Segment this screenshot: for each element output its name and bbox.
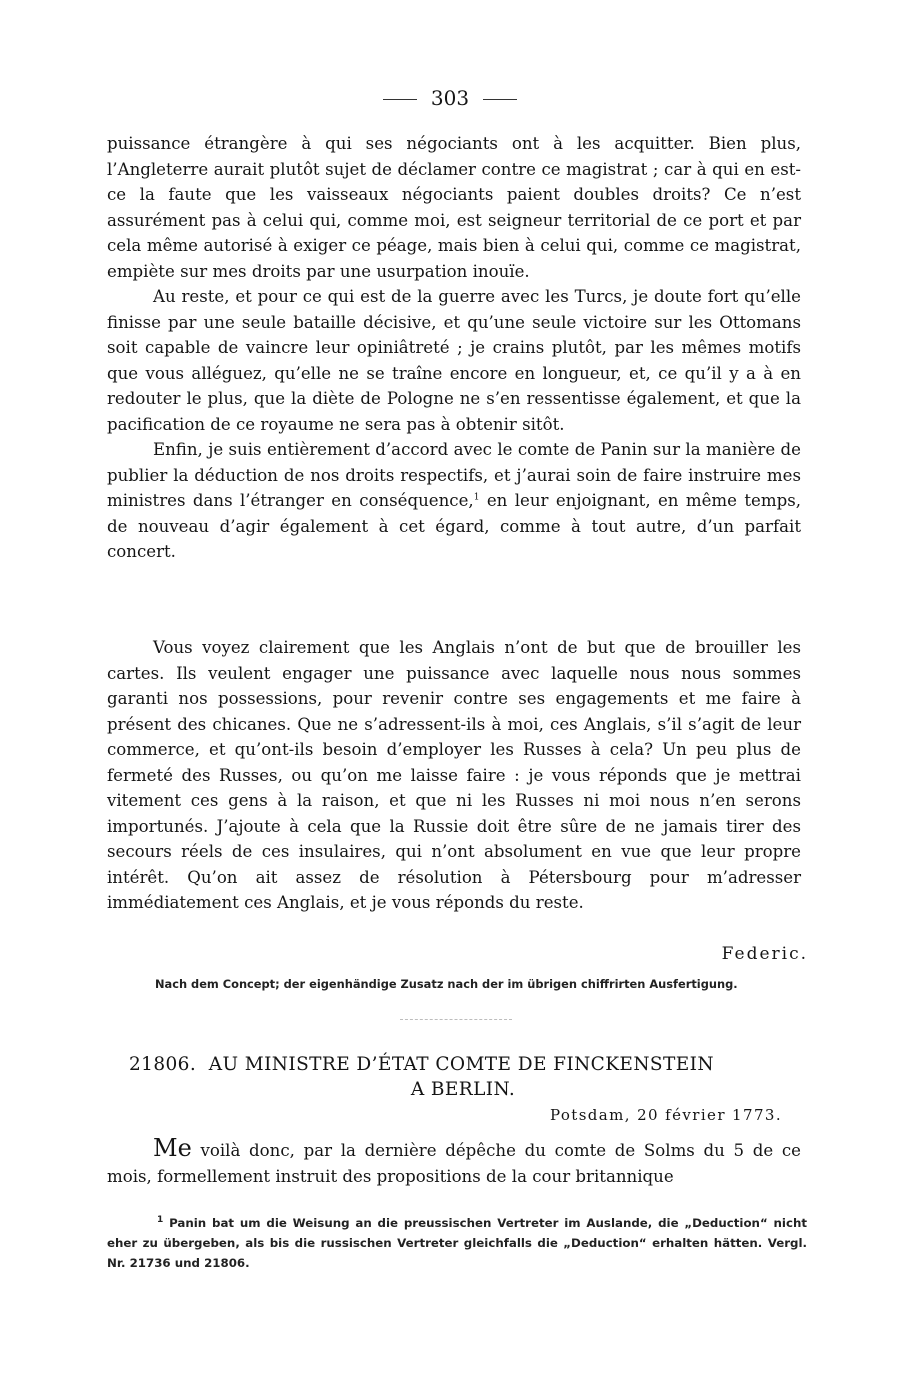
section-separator — [400, 1019, 512, 1020]
footnote — [107, 1213, 807, 1273]
next-letter-opening — [107, 1134, 801, 1189]
drop-cap: Me — [153, 1134, 192, 1162]
document-number: 21806. — [129, 1054, 197, 1075]
dateline: Potsdam, 20 février 1773. — [549, 1106, 782, 1124]
paragraph-3-text: Enfin, je suis entièrement d’accord avec le comte de Panin sur la manière de publier la déduction de nos droits respectifs, et j’aurai soin de faire instruire mes ministres dans l’étranger en conséquence, — [107, 440, 801, 510]
paragraph-2: Au reste, et pour ce qui est de la guerre avec les Turcs, je doute fort qu’elle finisse par une seule bataille décisive, et qu’une seule victoire sur les Ottomans soit capable de vaincre leur opiniâtreté ; je crains plutôt, par les mêmes motifs que vous alléguez, qu’elle ne se traîne encore en longueur, et, ce qu’il y a à en redouter le plus, que la diète de Pologne ne s’en ressentisse également, et que la pacification de ce royaume ne sera pas à obtenir sitôt. — [107, 287, 801, 434]
document-heading — [107, 1052, 801, 1102]
footnote-reference: 1 — [473, 492, 480, 503]
footnote-text: Panin bat um die Weisung an die preussischen Vertreter im Auslande, die „Deduction“ nicht eher zu übergeben, als bis die russischen Vertreter gleichfalls die „Deduction“ erhalten hätten. Vergl. Nr. 21736 und 21806. — [107, 1216, 807, 1270]
postscript-paragraph: Vous voyez clairement que les Anglais n’ont de but que de brouiller les cartes. Ils veulent engager une puissance avec laquelle nous nous sommes garanti nos possessions, pour revenir contre ses engagements et me faire à présent des chicanes. Que ne s’adressent-ils à moi, ces Anglais, s’il s’agit de leur commerce, et qu’ont-ils besoin d’employer les Russes à cela? Un peu plus de fermeté des Russes, ou qu’on me laisse faire : je vous réponds que je mettrai vitement ces gens à la raison, et que ni les Russes ni moi nous n’en serons importunés. J’ajoute à cela que la Russie doit être sûre de ne jamais tirer des secours réels de ces insulaires, qui n’ont absolument en vue que leur propre intérêt. Qu’on ait assez de résolution à Pétersbourg pour m’adresser immédiatement ces Anglais, et je vous réponds du reste. — [107, 638, 801, 912]
document-title-line-2: A BERLIN. — [410, 1079, 516, 1100]
page-number: 303 — [430, 86, 470, 110]
page-number-header — [0, 86, 900, 110]
next-letter-opening-text: voilà donc, par la dernière dépêche du comte de Solms du 5 de ce mois, formellement instruit des propositions de la cour britannique — [107, 1141, 801, 1186]
next-letter-body — [107, 1134, 801, 1189]
page-number-right-rule — [483, 99, 517, 100]
paragraph-1: puissance étrangère à qui ses négociants ont à les acquitter. Bien plus, l’Angleterre aurait plutôt sujet de déclamer contre ce magistrat ; car à qui en est-ce la faute que les vaisseaux négociants paient doubles droits? Ce n’est assurément pas à celui qui, comme moi, est seigneur territorial de ce port et par cela même autorisé à exiger ce péage, mais bien à celui qui, comme ce magistrat, empiète sur mes droits par une usurpation inouïe. — [107, 134, 801, 281]
paragraph-3 — [107, 437, 801, 565]
document-title-line-1: AU MINISTRE D’ÉTAT COMTE DE FINCKENSTEIN — [208, 1054, 714, 1075]
signature: Federic. — [721, 944, 808, 964]
document-heading-line-1 — [107, 1052, 801, 1077]
letter-body — [107, 131, 801, 565]
paragraph-3-continuation: en leur enjoignant, en même temps, de nouveau d’agir également à cet égard, comme à tout autre, d’un parfait concert. — [107, 491, 802, 561]
source-note: Nach dem Concept; der eigenhändige Zusatz nach der im übrigen chiffrirten Ausfertigung. — [155, 977, 738, 991]
page-number-left-rule — [383, 99, 417, 100]
footnote-marker: 1 — [157, 1215, 164, 1226]
postscript — [107, 635, 801, 916]
